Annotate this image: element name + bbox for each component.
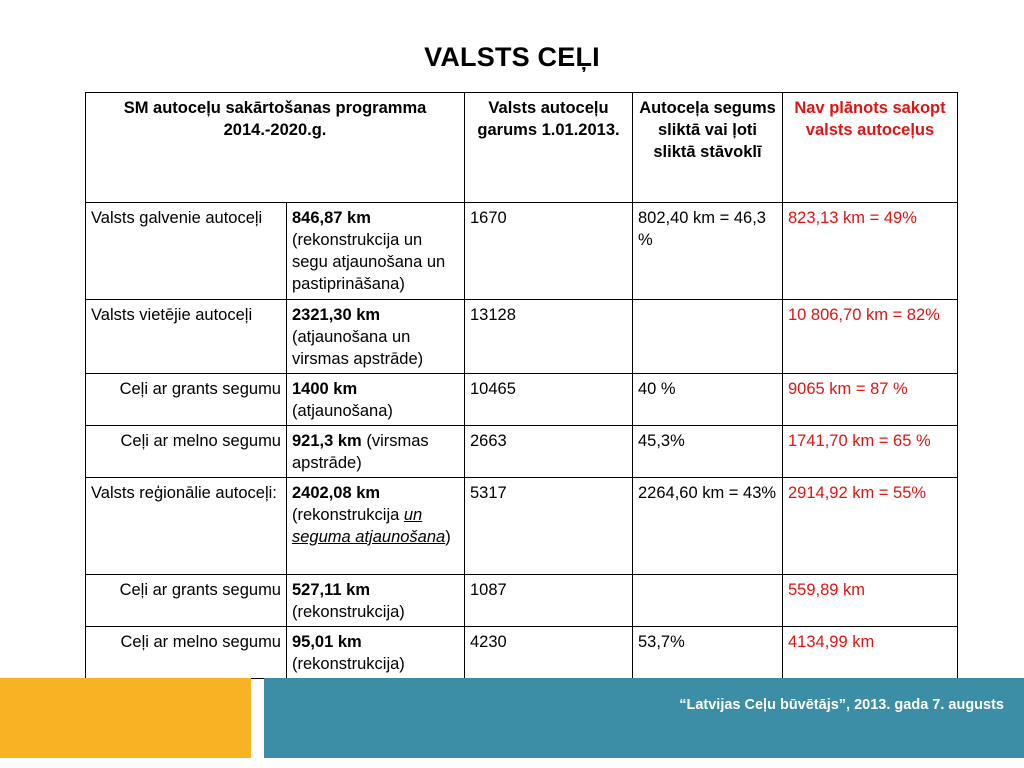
row-not-planned: 559,89 km	[783, 575, 958, 627]
row-program-km	[287, 203, 465, 300]
row-length: 10465	[465, 374, 633, 426]
row-label: Ceļi ar melno segumu	[86, 627, 287, 679]
row-label: Valsts reģionālie autoceļi:	[86, 478, 287, 575]
km-note: (atjaunošana)	[292, 402, 393, 420]
km-value: 2402,08 km	[292, 484, 381, 502]
km-note: (rekonstrukcija)	[292, 655, 405, 673]
km-note-emphasis: un seguma atjaunošana	[292, 506, 446, 546]
row-label: Valsts vietējie autoceļi	[86, 300, 287, 374]
row-program-km	[287, 575, 465, 627]
row-length: 4230	[465, 627, 633, 679]
page-title: VALSTS CEĻI	[424, 42, 600, 72]
row-not-planned: 823,13 km = 49%	[783, 203, 958, 300]
row-length: 1087	[465, 575, 633, 627]
table-row	[86, 374, 958, 426]
row-not-planned: 9065 km = 87 %	[783, 374, 958, 426]
roads-table	[85, 92, 958, 679]
row-not-planned: 10 806,70 km = 82%	[783, 300, 958, 374]
km-value: 527,11 km	[292, 581, 370, 599]
footer-accent-bar	[0, 678, 251, 758]
table-header-row	[86, 93, 958, 203]
km-note: (rekonstrukcija un segu atjaunošana un pastiprināšana)	[292, 231, 446, 293]
row-program-km	[287, 627, 465, 679]
row-length: 13128	[465, 300, 633, 374]
row-bad: 53,7%	[633, 627, 783, 679]
header-not-planned: Nav plānots sakopt valsts autoceļus	[783, 93, 958, 203]
row-program-km	[287, 374, 465, 426]
row-not-planned: 4134,99 km	[783, 627, 958, 679]
km-note-post: )	[445, 528, 451, 546]
table-row	[86, 300, 958, 374]
row-program-km	[287, 426, 465, 478]
km-value: 921,3 km	[292, 432, 362, 450]
row-label: Ceļi ar melno segumu	[86, 426, 287, 478]
row-program-km	[287, 300, 465, 374]
km-value: 846,87 km	[292, 209, 371, 227]
km-value: 1400 km	[292, 380, 358, 398]
table-row	[86, 575, 958, 627]
footer-source: “Latvijas Ceļu būvētājs”, 2013. gada 7. augusts	[679, 697, 1004, 713]
row-label: Ceļi ar grants segumu	[86, 374, 287, 426]
table-row	[86, 478, 958, 575]
table-row	[86, 426, 958, 478]
header-bad-condition: Autoceļa segums sliktā vai ļoti sliktā stāvoklī	[633, 93, 783, 203]
row-bad	[633, 300, 783, 374]
row-length: 2663	[465, 426, 633, 478]
row-length: 1670	[465, 203, 633, 300]
row-not-planned: 2914,92 km = 55%	[783, 478, 958, 575]
footer-bar	[264, 678, 1024, 758]
row-not-planned: 1741,70 km = 65 %	[783, 426, 958, 478]
row-program-km	[287, 478, 465, 575]
header-length: Valsts autoceļu garums 1.01.2013.	[465, 93, 633, 203]
km-note: (virsmas apstrāde)	[292, 432, 429, 472]
table-row	[86, 203, 958, 300]
row-label: Valsts galvenie autoceļi	[86, 203, 287, 300]
km-note: (atjaunošana un virsmas apstrāde)	[292, 328, 424, 368]
km-value: 95,01 km	[292, 633, 362, 651]
km-note-pre: (rekonstrukcija	[292, 506, 404, 524]
row-length: 5317	[465, 478, 633, 575]
row-bad	[633, 575, 783, 627]
row-bad: 2264,60 km = 43%	[633, 478, 783, 575]
km-note: (rekonstrukcija)	[292, 603, 405, 621]
table-row	[86, 627, 958, 679]
row-bad: 45,3%	[633, 426, 783, 478]
header-program: SM autoceļu sakārtošanas programma 2014.-2020.g.	[86, 93, 465, 203]
row-bad: 40 %	[633, 374, 783, 426]
row-label: Ceļi ar grants segumu	[86, 575, 287, 627]
km-value: 2321,30 km	[292, 306, 381, 324]
row-bad: 802,40 km = 46,3 %	[633, 203, 783, 300]
